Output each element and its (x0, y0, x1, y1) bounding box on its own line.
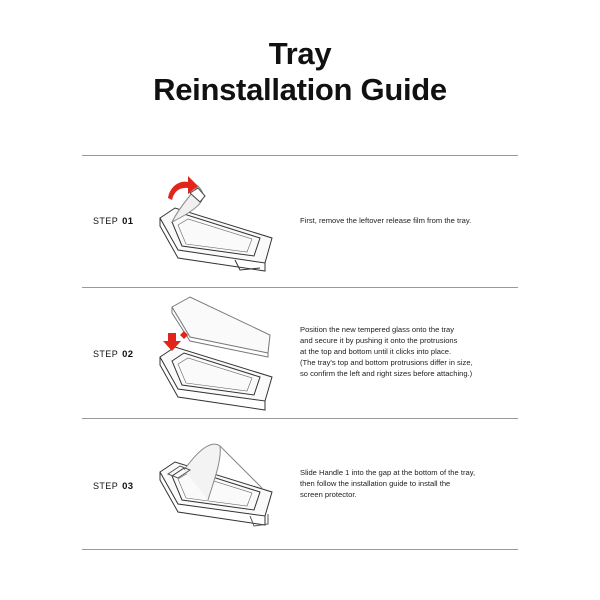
step-1-label: STEP 01 (93, 216, 134, 227)
title-line-2: Reinstallation Guide (153, 72, 447, 107)
step-2-number: 02 (122, 349, 134, 360)
step-1-description: First, remove the leftover release film from the tray. (300, 216, 472, 225)
step-2-illustration (150, 295, 280, 413)
step-3-illustration (150, 430, 280, 540)
step-3-label: STEP 03 (93, 481, 134, 492)
title-line-1: Tray (268, 36, 332, 71)
divider-2 (82, 287, 518, 288)
step-3-description: Slide Handle 1 into the gap at the bottom of the tray, then follow the installation guide to install the screen protector. (300, 468, 476, 499)
step-1-illustration (150, 168, 280, 276)
divider-4 (82, 549, 518, 550)
step-2-label: STEP 02 (93, 349, 134, 360)
step-2-description: Position the new tempered glass onto the tray and secure it by pushing it onto the protrusions at the top and bottom until it clicks into place. (The tray's top and bottom protrusions differ in size, so confirm the left and right sizes before attaching.) (300, 325, 473, 378)
divider-3 (82, 418, 518, 419)
step-3-number: 03 (122, 481, 134, 492)
step-1-number: 01 (122, 216, 134, 227)
divider-1 (82, 155, 518, 156)
